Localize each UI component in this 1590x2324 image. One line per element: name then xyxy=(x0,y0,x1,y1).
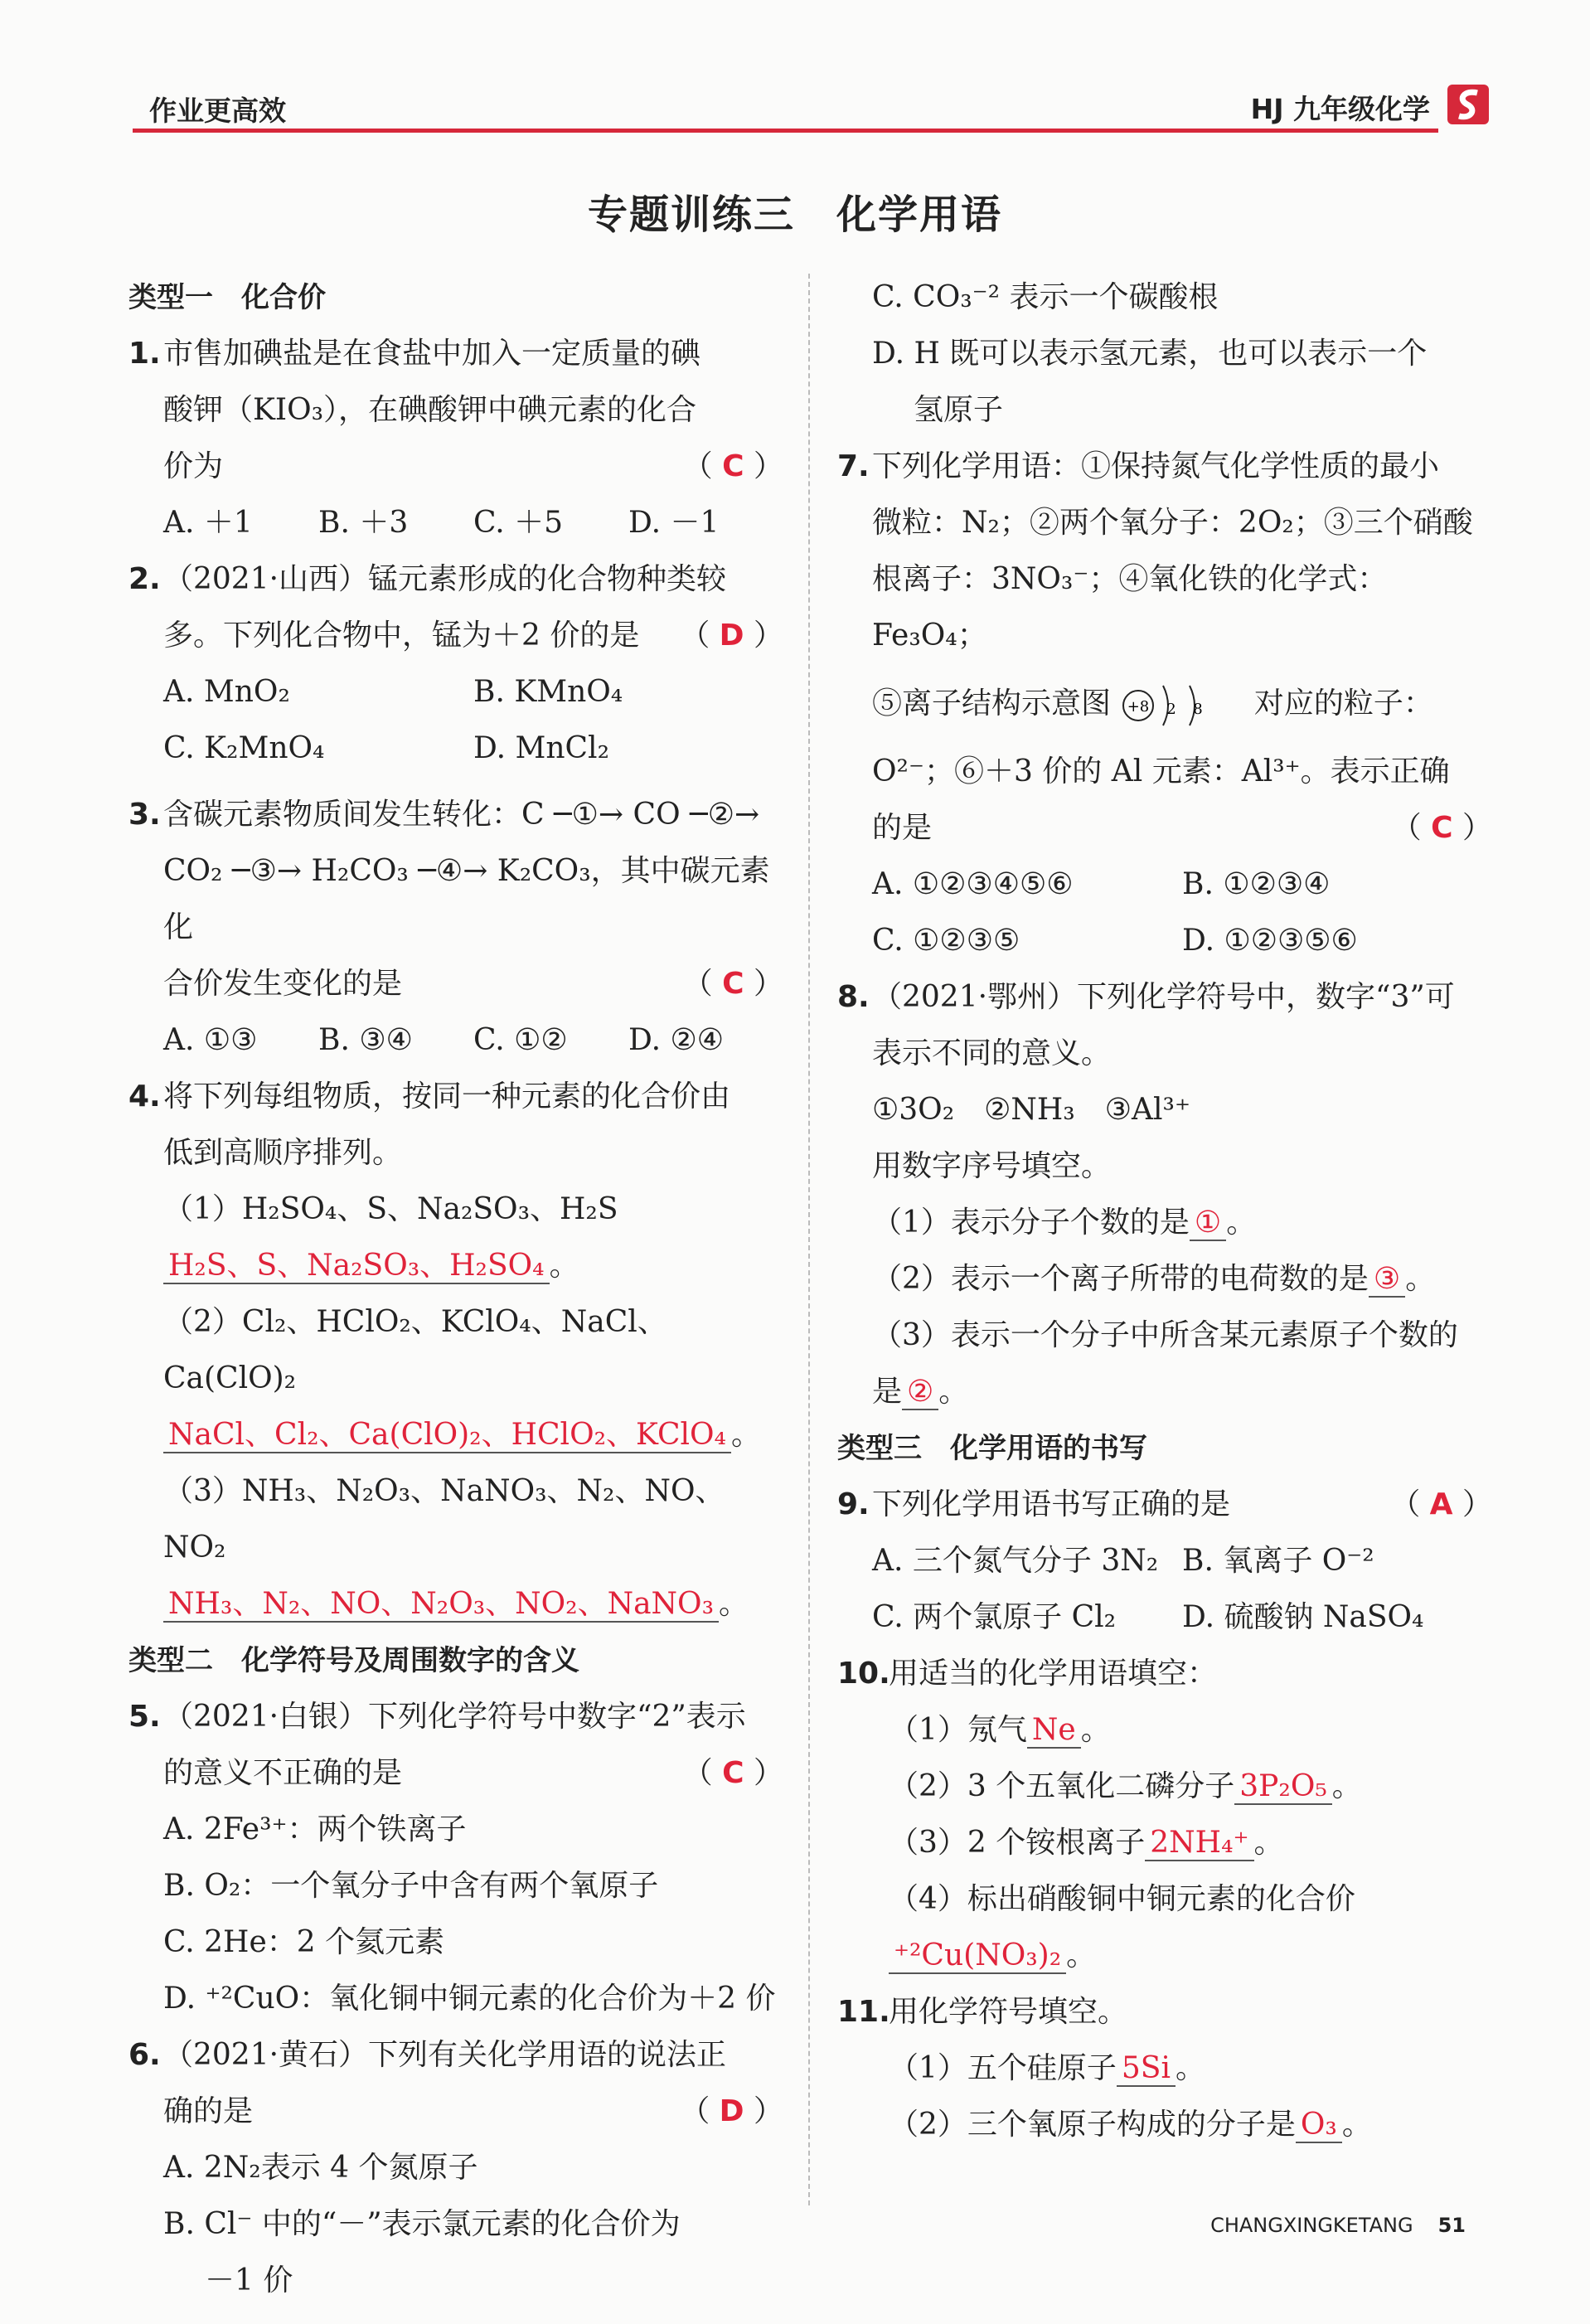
sub-question: （1）H₂SO₄、S、Na₂SO₃、H₂S xyxy=(163,1192,618,1226)
option: C. 2He：2 个氦元素 xyxy=(163,1925,445,1959)
question-text: 下列化学用语书写正确的是 （ A ） xyxy=(872,1477,1492,1533)
question-number: 7. xyxy=(837,449,870,483)
question-number: 11. xyxy=(837,1995,890,2029)
header-slogan: 作业更高效 xyxy=(149,95,286,127)
option: A. ＋1 xyxy=(163,506,253,540)
question-text: 酸钾（KIO₃），在碘酸钾中碘元素的化合 xyxy=(163,393,697,427)
answer-fill: 3P₂O₅ xyxy=(1234,1769,1332,1805)
answer-fill: ② xyxy=(902,1375,938,1410)
question-text: 微粒：N₂；②两个氧分子：2O₂；③三个硝酸 xyxy=(872,506,1473,540)
question-text: O²⁻；⑥＋3 价的 Al 元素：Al³⁺。表示正确 xyxy=(872,754,1450,788)
answer-paren: （ C ） xyxy=(1391,811,1492,845)
question-text: （2021·山西）锰元素形成的化合物种类较 xyxy=(163,562,727,596)
question-text: ①3O₂ ②NH₃ ③Al³⁺ xyxy=(872,1093,1190,1127)
sub-answer: NaCl、Cl₂、Ca(ClO)₂、HClO₂、KClO₄ 。 xyxy=(163,1407,783,1463)
right-column xyxy=(837,269,1492,2153)
question-text: ⑤离子结构示意图 +8 2 8 对应的粒子： xyxy=(872,664,1492,744)
sub-question: （2）3 个五氧化二磷分子 3P₂O₅ 。 xyxy=(889,1769,1362,1803)
header-rule xyxy=(133,129,1438,133)
page-footer xyxy=(1210,2214,1466,2237)
sub-question: （1）五个硅原子 5Si 。 xyxy=(889,2051,1206,2085)
answer-mark: C xyxy=(722,449,744,483)
option: C. CO₃⁻² 表示一个碳酸根 xyxy=(872,280,1219,314)
question-text: 下列化学用语：①保持氮气化学性质的最小 xyxy=(872,449,1440,483)
question-number: 6. xyxy=(128,2038,161,2072)
option: A. MnO₂ xyxy=(163,675,290,709)
option: D. H 既可以表示氢元素，也可以表示一个 xyxy=(872,337,1428,371)
question-number: 3. xyxy=(128,798,161,832)
question-text: （2021·白银）下列化学符号中数字“2”表示 xyxy=(163,1700,746,1734)
sub-answer: NH₃、N₂、NO、N₂O₃、NO₂、NaNO₃ 。 xyxy=(163,1576,783,1633)
option: D. 硫酸钠 NaSO₄ xyxy=(1182,1600,1424,1634)
answer-mark: D xyxy=(719,2094,744,2128)
question-text: CO₂ ─③→ H₂CO₃ ─④→ K₂CO₃，其中碳元素化 xyxy=(163,854,770,944)
question-text: 用适当的化学用语填空： xyxy=(889,1657,1218,1691)
answer-paren: （ D ） xyxy=(680,2094,783,2128)
sub-question: （3）表示一个分子中所含某元素原子个数的 xyxy=(872,1318,1458,1352)
column-divider xyxy=(808,274,810,2205)
options-row xyxy=(128,495,783,551)
question-number: 1. xyxy=(128,337,161,371)
header-subject: HJ 九年级化学 xyxy=(1250,93,1430,125)
option: B. KMnO₄ xyxy=(473,675,623,709)
sub-question: （2）Cl₂、HClO₂、KClO₄、NaCl、Ca(ClO)₂ xyxy=(163,1305,667,1395)
question-text: （2021·黄石）下列有关化学用语的说法正 xyxy=(163,2038,727,2072)
answer-paren: （ C ） xyxy=(682,967,783,1001)
answer-fill: O₃ xyxy=(1296,2108,1342,2143)
options-row xyxy=(128,664,783,720)
answer-mark: C xyxy=(1431,811,1453,845)
option: A. ①②③④⑤⑥ xyxy=(872,867,1074,901)
footer-brand: CHANGXINGKETANG xyxy=(1210,2214,1413,2237)
question-number: 2. xyxy=(128,562,161,596)
options-row xyxy=(837,856,1492,913)
question-number: 5. xyxy=(128,1700,161,1734)
section-heading-2: 类型二 化学符号及周围数字的含义 xyxy=(128,1644,579,1677)
option: A. ①③ xyxy=(163,1023,258,1057)
option: B. Cl⁻ 中的“－”表示氯元素的化合价为 xyxy=(163,2207,681,2241)
answer-fill: ① xyxy=(1190,1206,1226,1241)
question-5 xyxy=(128,1689,783,2027)
question-text: 的是 （ C ） xyxy=(872,800,1492,856)
question-text: 将下列每组物质，按同一种元素的化合价由 xyxy=(163,1080,731,1113)
question-1 xyxy=(128,326,783,495)
options-row xyxy=(837,1533,1492,1589)
question-text: 用数字序号填空。 xyxy=(872,1149,1112,1183)
sub-question: （4）标出硝酸铜中铜元素的化合价 xyxy=(889,1882,1355,1916)
answer-mark: C xyxy=(722,1756,744,1790)
answer-paren: （ A ） xyxy=(1390,1487,1492,1521)
answer-fill: Ne xyxy=(1027,1713,1081,1749)
publisher-logo-icon xyxy=(1446,81,1492,128)
page-number: 51 xyxy=(1437,2214,1466,2237)
section-heading-1: 类型一 化合价 xyxy=(128,281,326,314)
option: D. ⁺²CuO：氧化铜中铜元素的化合价为＋2 价 xyxy=(163,1982,776,2016)
left-column xyxy=(128,269,783,2309)
option: B. O₂：一个氧分子中含有两个氧原子 xyxy=(163,1869,659,1903)
question-text: 确的是 （ D ） xyxy=(163,2084,783,2140)
answer-fill: ③ xyxy=(1369,1262,1405,1298)
option: 氢原子 xyxy=(914,393,1004,427)
question-number: 9. xyxy=(837,1487,870,1521)
answer-fill: ⁺²Cu(NO₃)₂ xyxy=(889,1938,1066,1974)
option: D. ①②③⑤⑥ xyxy=(1182,924,1358,958)
options-row xyxy=(837,1589,1492,1646)
question-text: 表示不同的意义。 xyxy=(872,1036,1112,1070)
option: B. ＋3 xyxy=(318,506,409,540)
options-row xyxy=(837,913,1492,969)
option: A. 2Fe³⁺：两个铁离子 xyxy=(163,1812,467,1846)
option: B. ①②③④ xyxy=(1182,867,1331,901)
option: C. 两个氯原子 Cl₂ xyxy=(872,1600,1117,1634)
answer-fill: 2NH₄⁺ xyxy=(1145,1826,1253,1861)
answer-paren: （ C ） xyxy=(682,1756,783,1790)
sub-question: 是 ② 。 xyxy=(872,1375,969,1409)
question-3 xyxy=(128,787,783,1012)
answer-fill: NH₃、N₂、NO、N₂O₃、NO₂、NaNO₃ xyxy=(163,1587,719,1623)
sub-question: （2）三个氧原子构成的分子是 O₃ 。 xyxy=(889,2108,1372,2142)
question-text: 合价发生变化的是 （ C ） xyxy=(163,956,783,1012)
answer-fill: H₂S、S、Na₂SO₃、H₂SO₄ xyxy=(163,1249,550,1284)
section-heading-3: 类型三 化学用语的书写 xyxy=(837,1432,1147,1465)
sub-question: （3）2 个铵根离子 2NH₄⁺ 。 xyxy=(889,1826,1284,1860)
sub-answer: H₂S、S、Na₂SO₃、H₂SO₄ 。 xyxy=(163,1238,783,1294)
question-6 xyxy=(128,2027,783,2309)
option: B. 氧离子 O⁻² xyxy=(1182,1544,1374,1578)
page-header xyxy=(133,81,1492,131)
sub-question: （3）NH₃、N₂O₃、NaNO₃、N₂、NO、NO₂ xyxy=(163,1474,725,1565)
answer-mark: C xyxy=(722,967,744,1001)
sub-answer: ⁺²Cu(NO₃)₂ 。 xyxy=(889,1928,1492,1984)
question-10 xyxy=(837,1646,1492,1984)
question-text: 的意义不正确的是 （ C ） xyxy=(163,1745,783,1802)
question-11 xyxy=(837,1984,1492,2153)
option: A. 三个氮气分子 3N₂ xyxy=(872,1544,1159,1578)
options-row xyxy=(128,1012,783,1069)
sub-question: （2）表示一个离子所带的电荷数的是 ③ 。 xyxy=(872,1262,1436,1296)
question-text: （2021·鄂州）下列化学符号中，数字“3”可 xyxy=(872,980,1455,1014)
question-text: 价为 （ C ） xyxy=(163,439,783,495)
answer-paren: （ C ） xyxy=(682,449,783,483)
question-9 xyxy=(837,1477,1492,1533)
question-8 xyxy=(837,969,1492,1420)
question-2 xyxy=(128,551,783,664)
option: D. －1 xyxy=(628,506,720,540)
option: C. K₂MnO₄ xyxy=(163,731,325,765)
question-text: 市售加碘盐是在食盐中加入一定质量的碘 xyxy=(163,337,701,371)
sub-question: （1）表示分子个数的是 ① 。 xyxy=(872,1206,1257,1240)
question-text: 含碳元素物质间发生转化：C ─①→ CO ─②→ xyxy=(163,798,760,832)
electron-shell-2: 8 xyxy=(1193,701,1204,718)
option: D. MnCl₂ xyxy=(473,731,610,765)
electron-shell-1: 2 xyxy=(1166,701,1177,718)
answer-mark: A xyxy=(1429,1487,1453,1521)
option: －1 价 xyxy=(205,2263,293,2297)
option: C. ①②③⑤ xyxy=(872,924,1020,958)
question-7 xyxy=(837,439,1492,856)
option: B. ③④ xyxy=(318,1023,413,1057)
ion-structure-diagram xyxy=(1120,681,1244,730)
page-title: 专题训练三 化学用语 xyxy=(587,192,1002,238)
nucleus-charge: +8 xyxy=(1127,698,1150,716)
question-text: 低到高顺序排列。 xyxy=(163,1136,403,1170)
question-number: 8. xyxy=(837,980,870,1014)
option: D. ②④ xyxy=(628,1023,725,1057)
answer-fill: 5Si xyxy=(1117,2051,1176,2087)
question-text: 多。下列化合物中，锰为＋2 价的是 （ D ） xyxy=(163,608,783,664)
question-text: 用化学符号填空。 xyxy=(889,1995,1128,2029)
question-4 xyxy=(128,1069,783,1633)
option: C. ＋5 xyxy=(473,506,564,540)
question-number: 10. xyxy=(837,1657,890,1691)
sub-question: （1）氖气 Ne 。 xyxy=(889,1713,1111,1747)
answer-fill: NaCl、Cl₂、Ca(ClO)₂、HClO₂、KClO₄ xyxy=(163,1418,731,1453)
answer-paren: （ D ） xyxy=(680,619,783,653)
options-row xyxy=(128,720,783,777)
question-number: 4. xyxy=(128,1080,161,1113)
option: A. 2N₂表示 4 个氮原子 xyxy=(163,2151,478,2185)
answer-mark: D xyxy=(719,619,744,653)
question-text: 根离子：3NO₃⁻；④氧化铁的化学式：Fe₃O₄； xyxy=(872,562,1388,653)
option: C. ①② xyxy=(473,1023,568,1057)
